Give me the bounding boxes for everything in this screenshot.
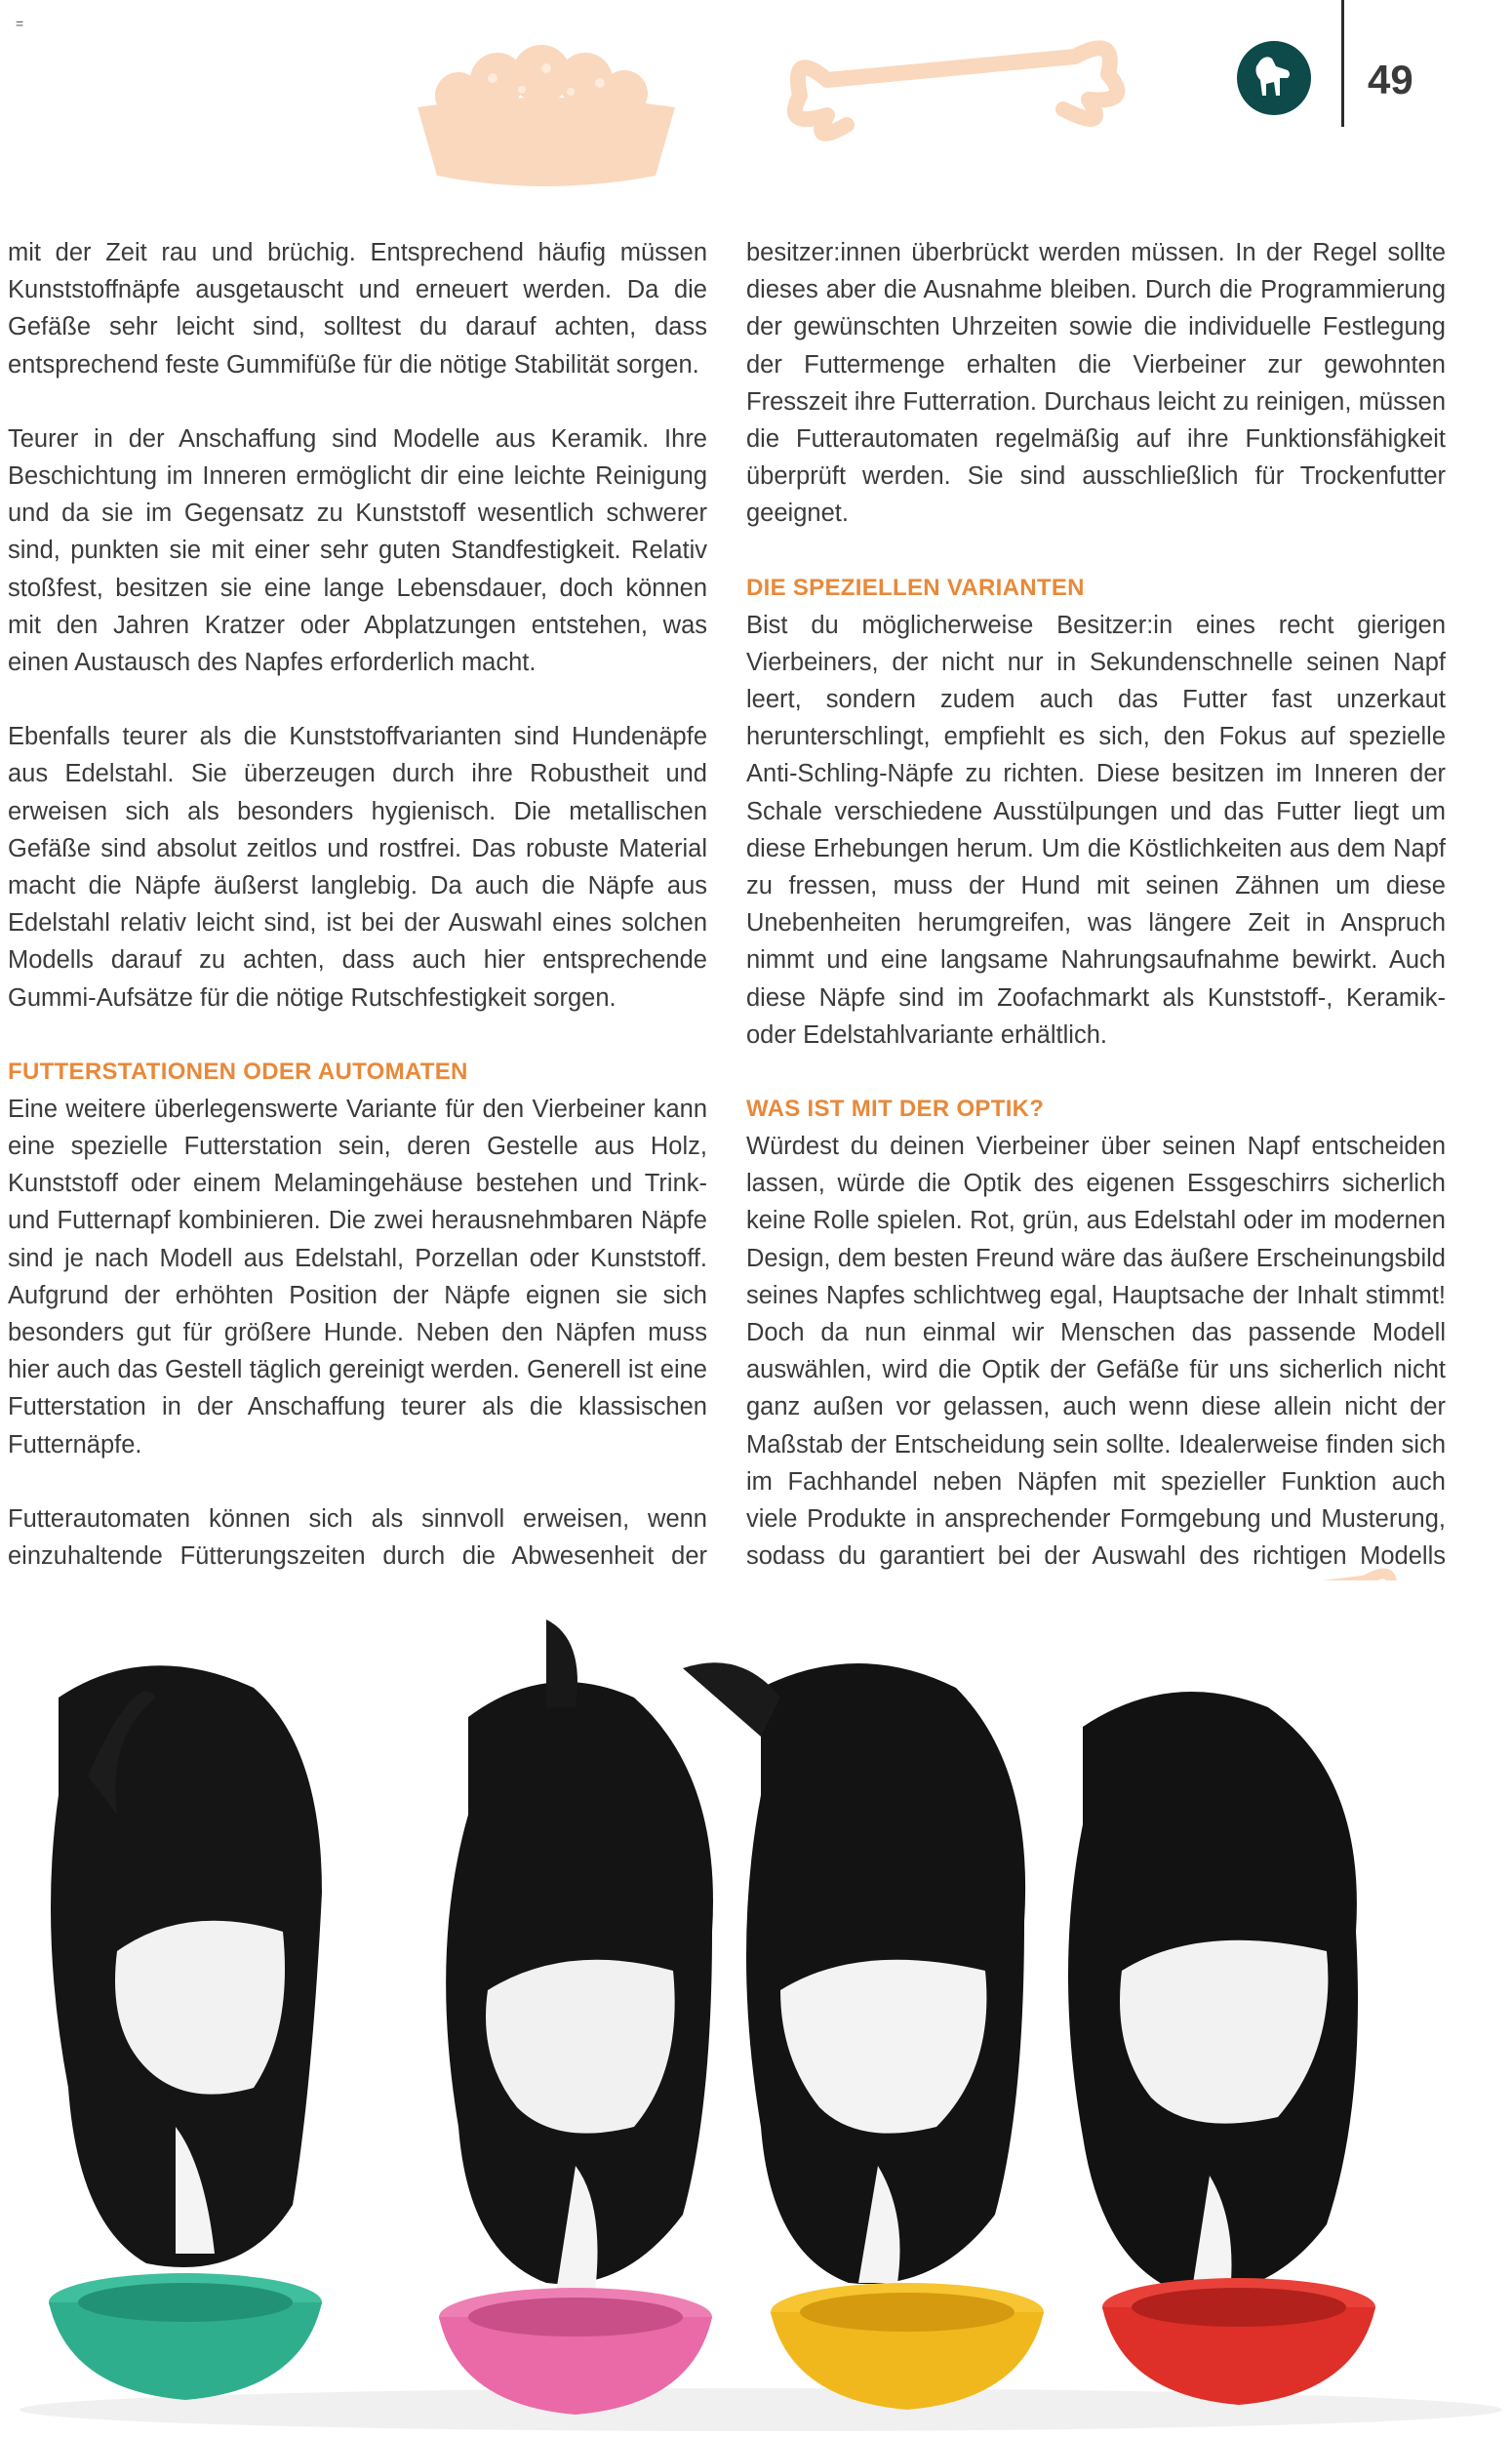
paragraph: Ebenfalls teurer als die Kunststoffvarianten sind Hundenäpfe aus Edelstahl. Sie überzeugen durch ihre Robustheit und erweisen sich als besonders hygienisch. Die metallischen Gefäße sind absolut zeitlos und rostfrei. Das robuste Material macht die Näpfe äußerst langlebig. Da auch die Näpfe aus Edelstahl relativ leicht sind, ist bei der Auswahl eines solchen Modells darauf zu achten, dass auch hier entsprechende Gummi-Aufsätze für die nötige Rutschfestigkeit sorgen.	[8, 723, 707, 1012]
paragraph: besitzer:innen überbrückt werden müssen. In der Regel sollte dieses aber die Ausnahme bleiben. Durch die Programmierung der gewünschten Uhrzeiten sowie die individuelle Festlegung der Futtermenge erhalten die Vierbeiner zur gewohnten Fresszeit ihre Futterration. Durchaus leicht zu reinigen, müssen die Futterautomaten regelmäßig auf ihre Funktionsfähigkeit überprüft werden. Sie sind ausschließlich für Trockenfutter geeignet.	[746, 239, 1446, 528]
paragraph: Futterautomaten können sich als sinnvoll erweisen, wenn einzuhaltende Fütterungszeiten durch die Abwesenheit der	[8, 1504, 707, 1571]
header-divider	[1341, 0, 1344, 127]
section-heading: DIE SPEZIELLEN VARIANTEN	[746, 574, 1085, 601]
section-heading: WAS IST MIT DER OPTIK?	[746, 1096, 1045, 1123]
paragraph: Eine weitere überlegenswerte Variante für den Vierbeiner kann eine spezielle Futterstation sein, deren Gestelle aus Holz, Kunststoff oder einem Melamingehäuse bestehen und Trink- und Futternapf kombinieren. Die zwei herausnehmbaren Näpfe sind je nach Modell aus Edelstahl, Porzellan oder Kunststoff. Aufgrund der erhöhten Position der Näpfe eignen sie sich besonders gut für größere Hunde. Neben den Näpfen muss hier auch das Gestell täglich gereinigt werden. Generell ist eine Futterstation in der Anschaffung teurer als die klassischen Futternäpfe.	[8, 1095, 707, 1459]
paragraph: Würdest du deinen Vierbeiner über seinen Napf entscheiden lassen, würde die Optik des eigenen Essgeschirrs sicherlich keine Rolle spielen. Rot, grün, aus Edelstahl oder im modernen Design, dem besten Freund wäre das äußere Erscheinungsbild seines Napfes schlichtweg egal, Hauptsache der Inhalt stimmt! Doch da nun einmal wir Menschen das passende Modell auswählen, wird die Optik der Gefäße für uns sicherlich nicht ganz außen vor gelassen, auch wenn diese allein nicht der Maßstab der Entscheidung sein sollte. Idealerweise finden sich im Fachhandel neben Näpfen mit spezieller Funktion auch viele Produkte in ansprechender Formgebung und Musterung, sodass du garantiert bei der Auswahl des richtigen Modells	[746, 1133, 1446, 1571]
puppies-photo	[0, 1580, 1512, 2438]
left-column	[8, 234, 707, 1650]
puppy	[51, 1665, 322, 2267]
corner-mark: =	[16, 16, 24, 31]
paragraph: Teurer in der Anschaffung sind Modelle aus Keramik. Ihre Beschichtung im Inneren ermöglicht dir eine leichte Reinigung und da sie im Gegensatz zu Kunststoff wesentlich schwerer sind, punkten sie mit einer sehr guten Standfestigkeit. Relativ stoßfest, besitzen sie eine lange Lebensdauer, doch können mit den Jahren Kratzer oder Abplatzungen entstehen, was einen Austausch des Napfes erforderlich macht.	[8, 424, 707, 677]
puppy	[1068, 1692, 1358, 2302]
dog-icon	[1237, 41, 1311, 115]
paragraph: mit der Zeit rau und brüchig. Entsprechend häufig müssen Kunststoffnäpfe ausgetauscht und erneuert werden. Da die Gefäße sehr leicht sind, solltest du darauf achten, dass entsprechend feste Gummifüße für die nötige Stabilität sorgen.	[8, 239, 707, 379]
right-column	[746, 234, 1446, 1650]
bone-icon	[771, 10, 1141, 156]
food-bowl-icon	[400, 29, 693, 190]
paragraph: Bist du möglicherweise Besitzer:in eines recht gierigen Vierbeiners, der nicht nur in Sekundenschnelle seinen Napf leert, sondern zudem auch das Futter fast unzerkaut herunterschlingt, empfiehlt es sich, den Fokus auf spezielle Anti-Schling-Näpfe zu richten. Diese besitzen im Inneren der Schale verschiedene Ausstülpungen und das Futter liegt um diese Erhebungen herum. Um die Köstlichkeiten aus dem Napf zu fressen, muss der Hund mit seinen Zähnen um diese Unebenheiten herumgreifen, was längere Zeit in Anspruch nimmt und eine langsame Nahrungsaufnahme bewirkt. Auch diese Näpfe sind im Zoofachmarkt als Kunststoff-, Keramik- oder Edelstahlvariante erhältlich.	[746, 611, 1446, 1049]
page-number: 49	[1368, 57, 1413, 102]
dog-badge	[1237, 41, 1311, 115]
section-heading: FUTTERSTATIONEN ODER AUTOMATEN	[8, 1058, 468, 1085]
